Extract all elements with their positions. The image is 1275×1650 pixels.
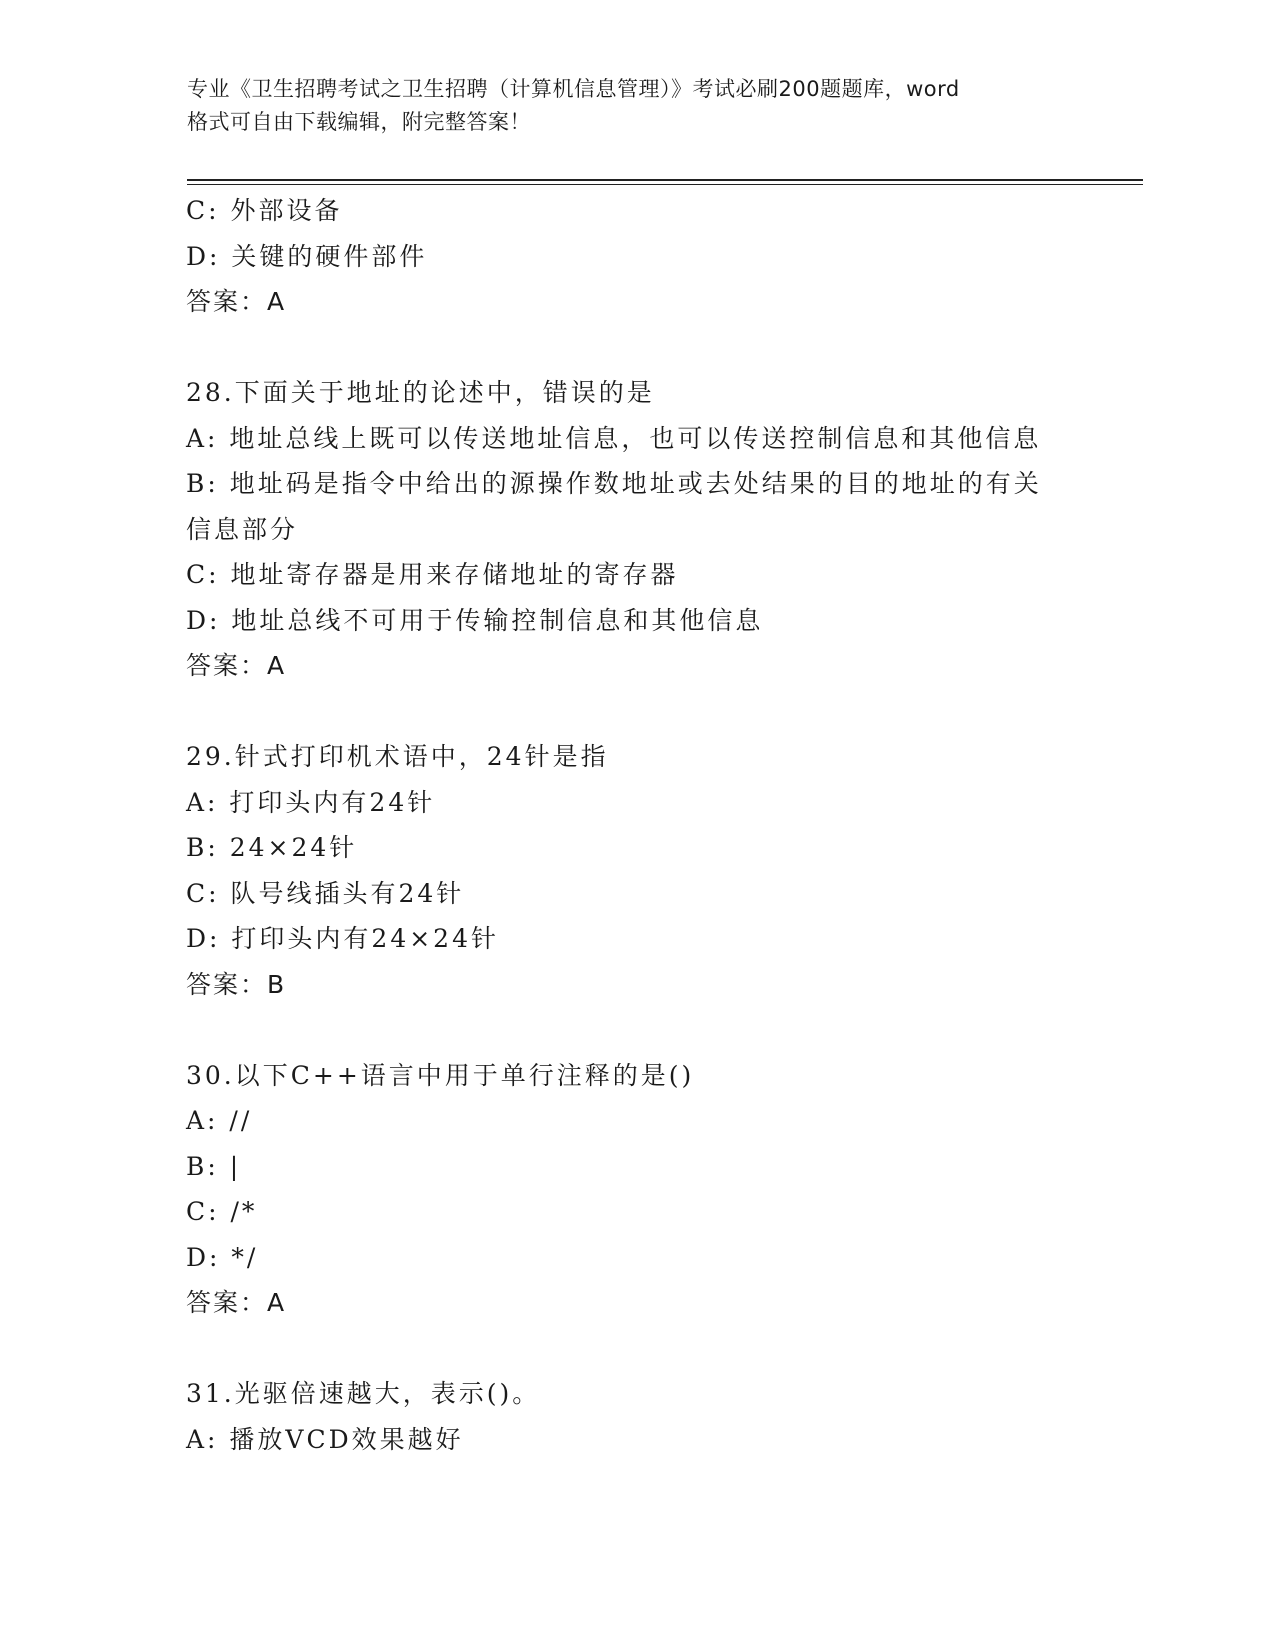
answer-line: 答案：A: [186, 651, 287, 680]
question-block-31: [186, 1371, 1106, 1462]
header-divider-thick: [187, 179, 1143, 181]
question-block-28: [186, 370, 1106, 689]
option-a: A: 打印头内有24针: [186, 787, 436, 817]
question-block-27: [186, 188, 1106, 325]
question-text: 30.以下C++语言中用于单行注释的是(): [186, 1060, 695, 1090]
question-text: 28.下面关于地址的论述中，错误的是: [186, 378, 655, 407]
option-a: A: //: [186, 1106, 253, 1135]
document-header: [187, 73, 1087, 139]
question-list: [186, 188, 1106, 1462]
question-text: 31.光驱倍速越大，表示()。: [186, 1379, 541, 1408]
option-a: A: 地址总线上既可以传送地址信息，也可以传送控制信息和其他信息: [186, 423, 1042, 453]
option-c: C: /*: [186, 1197, 258, 1226]
question-block-29: [186, 734, 1106, 1007]
spacer: [186, 689, 1106, 735]
spacer: [186, 1007, 1106, 1053]
header-line-1: 专业《卫生招聘考试之卫生招聘（计算机信息管理）》考试必刷200题题库，word: [187, 77, 960, 101]
spacer: [186, 1326, 1106, 1372]
header-line-2: 格式可自由下载编辑，附完整答案！: [187, 110, 531, 134]
option-c: C: 外部设备: [186, 196, 343, 225]
option-d: D: */: [186, 1242, 259, 1272]
option-a: A: 播放VCD效果越好: [186, 1424, 464, 1454]
header-divider-thin: [187, 184, 1143, 185]
answer-line: 答案：A: [186, 287, 287, 316]
option-d: D: 打印头内有24×24针: [186, 924, 499, 953]
question-text: 29.针式打印机术语中，24针是指: [186, 742, 609, 771]
option-c: C: 地址寄存器是用来存储地址的寄存器: [186, 560, 679, 589]
question-block-30: [186, 1053, 1106, 1326]
option-b: B: 地址码是指令中给出的源操作数地址或去处结果的目的地址的有关信息部分: [186, 469, 1042, 544]
option-d: D: 地址总线不可用于传输控制信息和其他信息: [186, 605, 764, 635]
spacer: [186, 325, 1106, 371]
answer-line: 答案：B: [186, 969, 287, 999]
option-d: D: 关键的硬件部件: [186, 241, 428, 271]
answer-line: 答案：A: [186, 1288, 287, 1317]
option-c: C: 队号线插头有24针: [186, 878, 465, 908]
option-b: B: 24×24针: [186, 833, 358, 862]
option-b: B: |: [186, 1151, 242, 1181]
